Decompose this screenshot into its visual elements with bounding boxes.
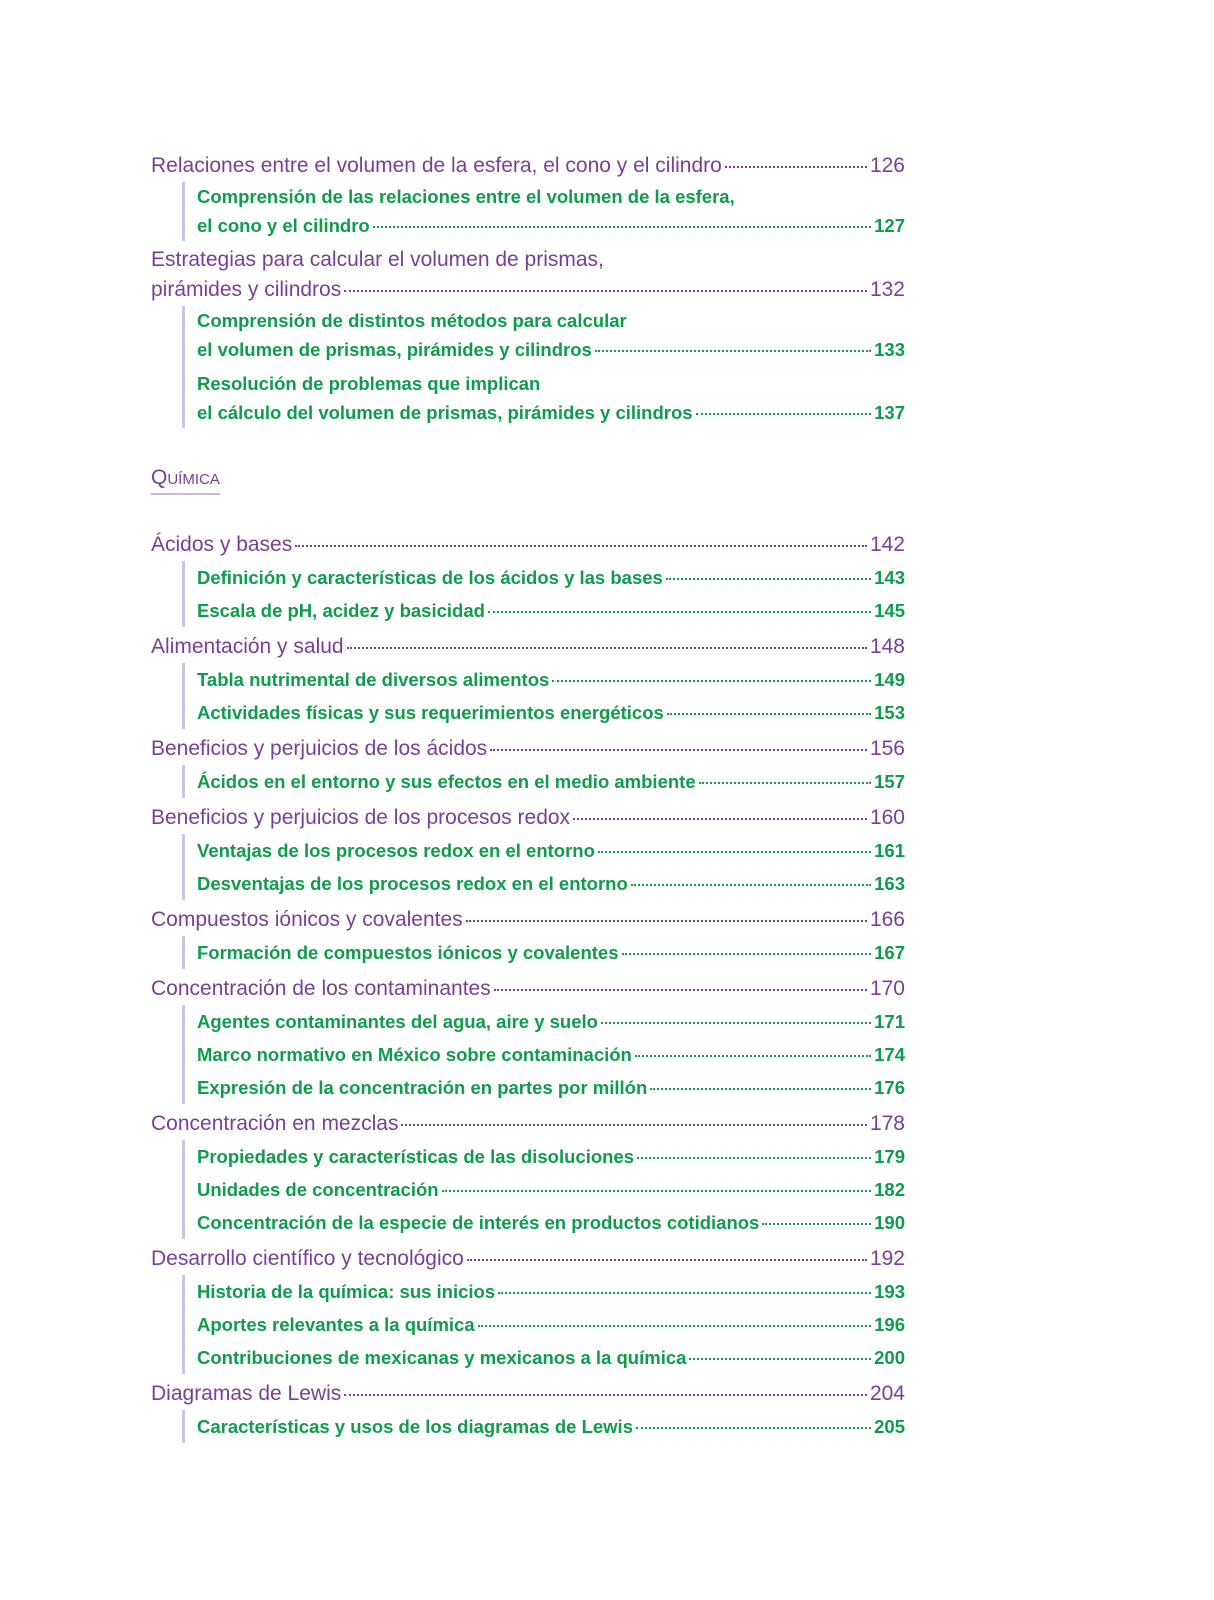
page-number: 143 <box>874 567 905 588</box>
dot-leader <box>636 1427 871 1429</box>
entry-title: el cálculo del volumen de prismas, pirámides y cilindros <box>197 402 693 423</box>
entry-title: Características y usos de los diagramas de Lewis <box>197 1416 633 1437</box>
toc-entry-line[interactable] <box>151 904 905 935</box>
dot-leader <box>295 545 867 547</box>
toc-lower-list <box>151 529 905 1443</box>
toc-entry-line[interactable] <box>197 561 905 594</box>
toc-subentries <box>182 1005 905 1104</box>
entry-title: Concentración de los contaminantes <box>151 977 491 1000</box>
page-number: 166 <box>869 908 905 931</box>
toc-subentries <box>182 1410 905 1443</box>
dot-leader <box>373 226 871 228</box>
page-number: 132 <box>869 278 905 301</box>
dot-leader <box>601 1022 871 1024</box>
entry-title: pirámides y cilindros <box>151 278 342 301</box>
entry-title: Diagramas de Lewis <box>151 1382 342 1405</box>
toc-entry-line[interactable] <box>197 696 905 729</box>
toc-sub-entry <box>197 1038 905 1071</box>
toc-main-entry <box>151 150 905 181</box>
dot-leader <box>762 1223 871 1225</box>
page-number: 171 <box>874 1011 905 1032</box>
dot-leader <box>490 749 867 751</box>
toc-entry-line[interactable] <box>197 1410 905 1443</box>
entry-title: Expresión de la concentración en partes por millón <box>197 1077 648 1098</box>
dot-leader <box>344 1394 867 1396</box>
toc-entry-line[interactable] <box>151 733 905 764</box>
toc-subentries <box>182 1140 905 1239</box>
dot-leader <box>650 1088 871 1090</box>
toc-entry-line[interactable] <box>197 1173 905 1206</box>
toc-subentries <box>182 561 905 627</box>
toc-entry-line[interactable] <box>151 150 905 181</box>
page-number: 167 <box>874 942 905 963</box>
page-number: 156 <box>869 737 905 760</box>
toc-subentries <box>182 663 905 729</box>
toc-subentries <box>182 834 905 900</box>
toc-sub-entry <box>197 867 905 900</box>
toc-entry-line <box>151 274 905 305</box>
page-number: 170 <box>869 977 905 1000</box>
entry-title: Agentes contaminantes del agua, aire y suelo <box>197 1011 598 1032</box>
toc-entry-line[interactable] <box>151 529 905 560</box>
entry-title: Ácidos y bases <box>151 533 293 556</box>
toc-main-entry <box>151 973 905 1004</box>
dot-leader <box>631 884 871 886</box>
dot-leader <box>699 782 872 784</box>
toc-entry-line[interactable] <box>151 1243 905 1274</box>
toc-main-entry <box>151 1378 905 1409</box>
toc-sub-entry <box>197 1071 905 1104</box>
entry-title: Tabla nutrimental de diversos alimentos <box>197 669 550 690</box>
toc-entry-line <box>197 211 905 241</box>
toc-entry-line[interactable] <box>197 1071 905 1104</box>
page-number: 157 <box>874 771 905 792</box>
toc-entry-line[interactable] <box>197 1341 905 1374</box>
entry-title-line1: Comprensión de las relaciones entre el volumen de la esfera, <box>197 186 735 207</box>
entry-title: Concentración en mezclas <box>151 1112 399 1135</box>
page-number: 149 <box>874 669 905 690</box>
dot-leader <box>573 818 867 820</box>
toc-entry-line[interactable] <box>151 1378 905 1409</box>
dot-leader <box>667 713 871 715</box>
page-number: 174 <box>874 1044 905 1065</box>
page-number: 200 <box>874 1347 905 1368</box>
page-number: 142 <box>869 533 905 556</box>
toc-entry-line <box>197 335 905 365</box>
toc-sub-entry <box>197 1308 905 1341</box>
toc-sub-entry <box>197 663 905 696</box>
section-title: Química <box>151 466 220 495</box>
toc-main-entry <box>151 802 905 833</box>
toc-entry-line[interactable] <box>151 802 905 833</box>
entry-title: Propiedades y características de las disoluciones <box>197 1146 635 1167</box>
dot-leader <box>467 1259 867 1261</box>
dot-leader <box>622 953 872 955</box>
toc-entry-line[interactable] <box>197 1038 905 1071</box>
toc-entry-line[interactable] <box>197 1206 905 1239</box>
dot-leader <box>552 680 871 682</box>
page-number: 133 <box>874 339 905 360</box>
toc-sub-entry <box>197 1341 905 1374</box>
toc-main-entry <box>151 1108 905 1139</box>
toc-sub-entry <box>197 561 905 594</box>
page-number: 190 <box>874 1212 905 1233</box>
dot-leader <box>347 647 867 649</box>
entry-title: Desarrollo científico y tecnológico <box>151 1247 464 1270</box>
toc-sub-entry[interactable] <box>197 306 905 365</box>
entry-title: Ácidos en el entorno y sus efectos en el medio ambiente <box>197 771 696 792</box>
page-number: 182 <box>874 1179 905 1200</box>
page-number: 176 <box>874 1077 905 1098</box>
toc-entry-line[interactable] <box>197 1005 905 1038</box>
page-number: 127 <box>874 215 905 236</box>
table-of-contents <box>151 150 905 1447</box>
dot-leader <box>478 1325 872 1327</box>
entry-title: el cono y el cilindro <box>197 215 370 236</box>
dot-leader <box>635 1055 871 1057</box>
toc-entry-line[interactable] <box>197 834 905 867</box>
toc-main-entry <box>151 1243 905 1274</box>
toc-entry-line[interactable] <box>197 936 905 969</box>
toc-main-entry <box>151 733 905 764</box>
page-number: 160 <box>869 806 905 829</box>
toc-entry-line[interactable] <box>151 1108 905 1139</box>
dot-leader <box>689 1358 871 1360</box>
toc-subentries <box>182 306 905 428</box>
entry-title: Beneficios y perjuicios de los ácidos <box>151 737 488 760</box>
page-number: 145 <box>874 600 905 621</box>
entry-title: Concentración de la especie de interés en productos cotidianos <box>197 1212 760 1233</box>
entry-title: Escala de pH, acidez y basicidad <box>197 600 485 621</box>
toc-entry-line[interactable] <box>197 1308 905 1341</box>
entry-title: Alimentación y salud <box>151 635 344 658</box>
entry-title: Compuestos iónicos y covalentes <box>151 908 463 931</box>
toc-subentries <box>182 1275 905 1374</box>
toc-sub-entry <box>197 834 905 867</box>
dot-leader <box>494 989 867 991</box>
dot-leader <box>696 413 872 415</box>
toc-sub-entry <box>197 1275 905 1308</box>
page-number: 193 <box>874 1281 905 1302</box>
entry-title-line1: Comprensión de distintos métodos para calcular <box>197 310 627 331</box>
dot-leader <box>595 350 871 352</box>
page-number: 179 <box>874 1146 905 1167</box>
entry-title: Relaciones entre el volumen de la esfera, el cono y el cilindro <box>151 154 722 177</box>
entry-title: Historia de la química: sus inicios <box>197 1281 496 1302</box>
page-number: 204 <box>869 1382 905 1405</box>
toc-entry-line[interactable] <box>197 1140 905 1173</box>
page-number: 196 <box>874 1314 905 1335</box>
page-number: 205 <box>874 1416 905 1437</box>
toc-main-entry[interactable] <box>151 245 905 305</box>
toc-sub-entry <box>197 1140 905 1173</box>
toc-main-entry <box>151 631 905 662</box>
toc-main-entry <box>151 904 905 935</box>
toc-entry-line[interactable] <box>197 867 905 900</box>
entry-title: Beneficios y perjuicios de los procesos redox <box>151 806 571 829</box>
dot-leader <box>637 1157 871 1159</box>
toc-sub-entry[interactable] <box>197 369 905 428</box>
page-number: 161 <box>874 840 905 861</box>
toc-entry-line <box>197 398 905 428</box>
toc-sub-entry <box>197 765 905 798</box>
toc-sub-entry <box>197 1206 905 1239</box>
toc-entry-line[interactable] <box>197 663 905 696</box>
toc-entry-line[interactable] <box>151 973 905 1004</box>
toc-main-entry <box>151 529 905 560</box>
dot-leader <box>725 166 867 168</box>
page-number: 153 <box>874 702 905 723</box>
page-number: 126 <box>869 154 905 177</box>
dot-leader <box>598 851 871 853</box>
entry-title: Aportes relevantes a la química <box>197 1314 475 1335</box>
entry-title: Formación de compuestos iónicos y covalentes <box>197 942 619 963</box>
toc-sub-entry <box>197 696 905 729</box>
toc-subentries <box>182 936 905 969</box>
page-number: 163 <box>874 873 905 894</box>
entry-title: el volumen de prismas, pirámides y cilindros <box>197 339 592 360</box>
toc-sub-entry <box>197 594 905 627</box>
entry-title: Definición y características de los ácidos y las bases <box>197 567 663 588</box>
toc-subentries <box>182 765 905 798</box>
toc-sub-entry <box>197 1410 905 1443</box>
page-number: 192 <box>869 1247 905 1270</box>
page-number: 137 <box>874 402 905 423</box>
toc-sub-entry <box>197 1173 905 1206</box>
dot-leader <box>466 920 867 922</box>
page-number: 148 <box>869 635 905 658</box>
entry-title: Contribuciones de mexicanas y mexicanos a la química <box>197 1347 687 1368</box>
entry-title-line1: Estrategias para calcular el volumen de prismas, <box>151 248 604 271</box>
dot-leader <box>344 290 867 292</box>
toc-sub-entry <box>197 1005 905 1038</box>
entry-title: Desventajas de los procesos redox en el entorno <box>197 873 628 894</box>
toc-entry-line[interactable] <box>197 765 905 798</box>
entry-title: Unidades de concentración <box>197 1179 439 1200</box>
toc-subentries <box>182 182 905 241</box>
page-number: 178 <box>869 1112 905 1135</box>
toc-sub-entry[interactable] <box>197 182 905 241</box>
entry-title-line1: Resolución de problemas que implican <box>197 373 541 394</box>
toc-entry-line[interactable] <box>197 594 905 627</box>
entry-title: Ventajas de los procesos redox en el entorno <box>197 840 595 861</box>
dot-leader <box>498 1292 871 1294</box>
dot-leader <box>401 1124 866 1126</box>
toc-sub-entry <box>197 936 905 969</box>
toc-entry-line[interactable] <box>151 631 905 662</box>
dot-leader <box>488 611 871 613</box>
entry-title: Actividades físicas y sus requerimientos energéticos <box>197 702 664 723</box>
toc-entry-line[interactable] <box>197 1275 905 1308</box>
entry-title: Marco normativo en México sobre contaminación <box>197 1044 632 1065</box>
dot-leader <box>666 578 871 580</box>
dot-leader <box>442 1190 872 1192</box>
